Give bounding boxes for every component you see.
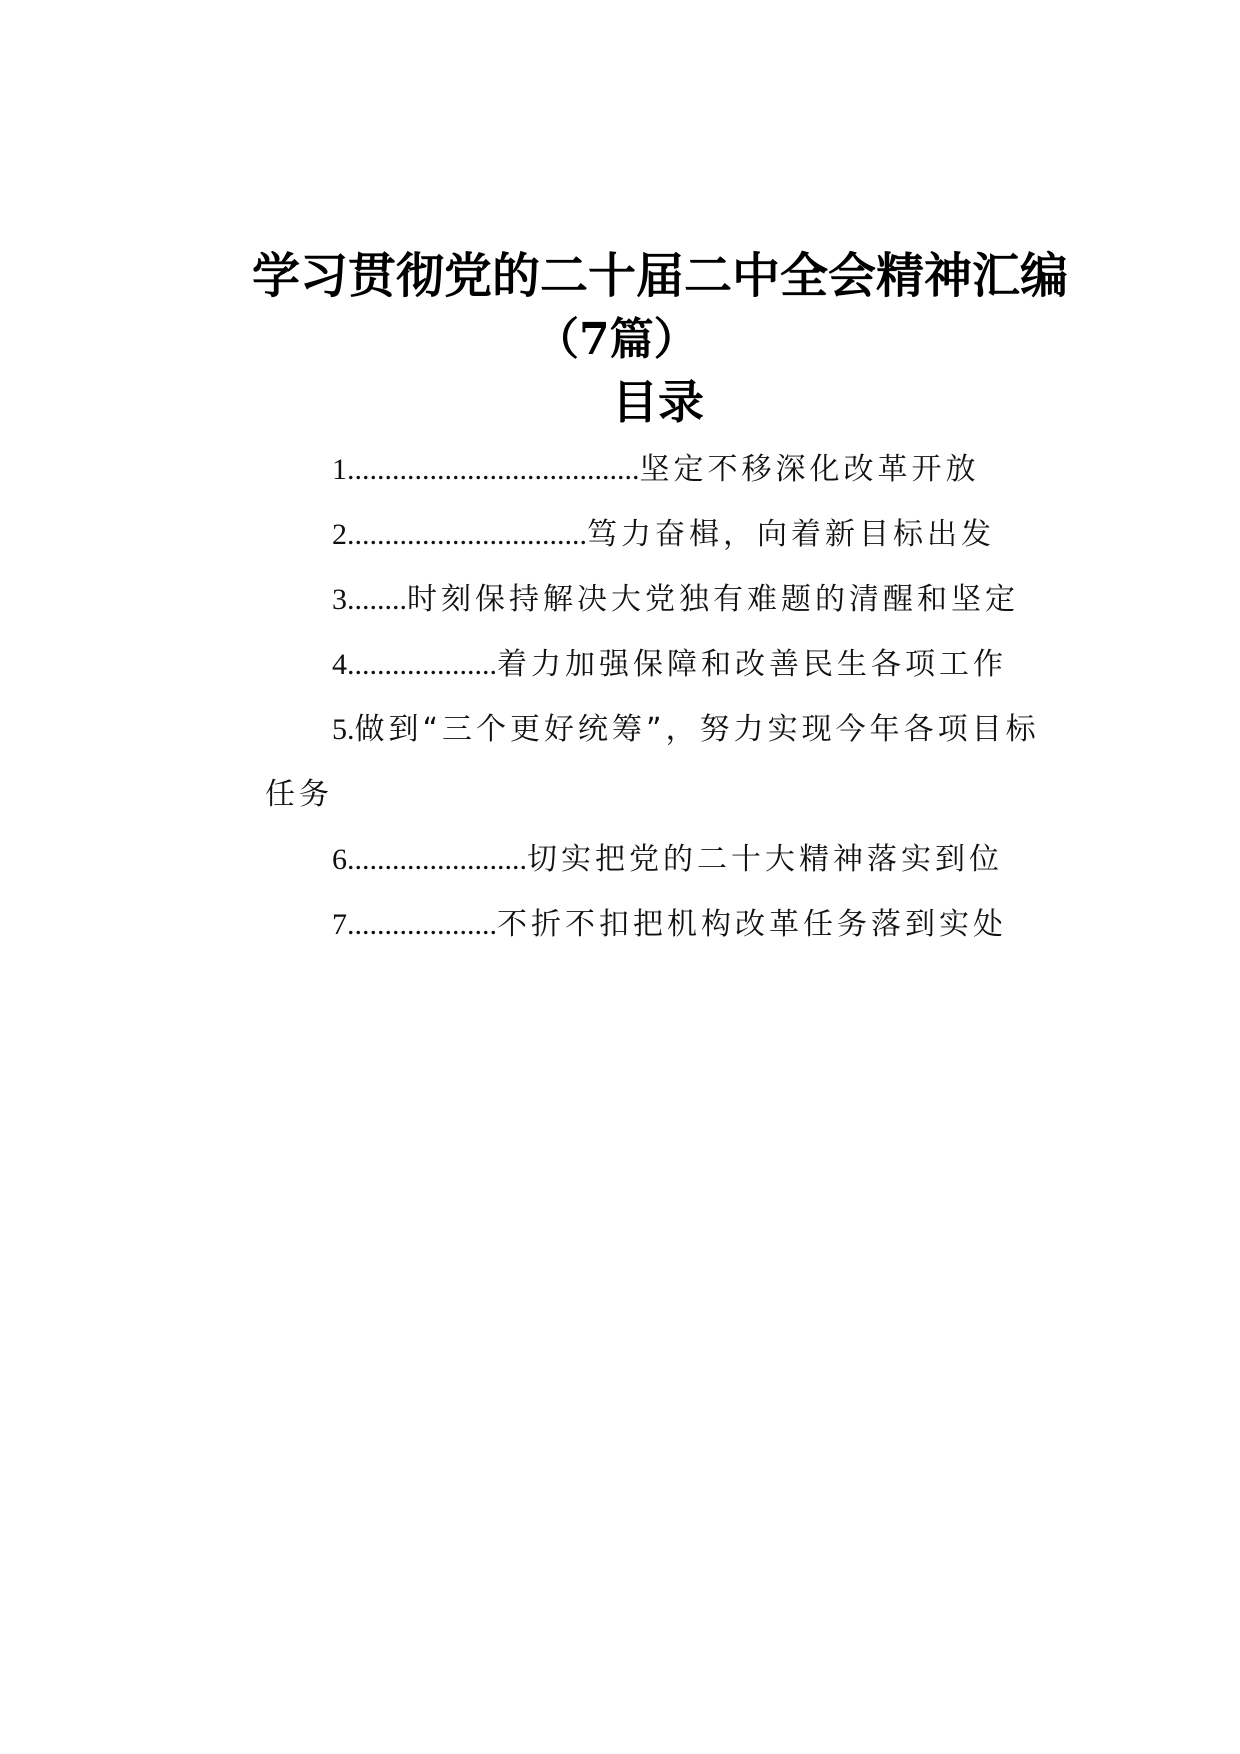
toc-heading: 目录	[612, 375, 704, 429]
toc-item-number: 7	[332, 908, 347, 941]
toc-item-title: 做到“三个更好统筹”，努力实现今年各项目标	[354, 712, 1040, 747]
toc-item-title: 时刻保持解决大党独有难题的清醒和坚定	[407, 582, 1019, 617]
document-subtitle: （7篇）	[535, 314, 698, 365]
toc-leader-dots: ....................	[347, 648, 497, 681]
toc-leader-dots: ........................	[347, 843, 527, 876]
toc-item-1	[332, 450, 980, 490]
toc-leader-dots: ....................	[347, 908, 497, 941]
toc-item-number: 2	[332, 518, 347, 551]
toc-leader-dots: .......................................	[347, 453, 640, 486]
toc-item-title: 笃力奋楫，向着新目标出发	[587, 517, 995, 552]
toc-item-number: 4	[332, 648, 347, 681]
toc-item-number: 1	[332, 453, 347, 486]
toc-item-5	[332, 710, 1040, 750]
toc-item-3	[332, 580, 1019, 620]
document-title: 学习贯彻党的二十届二中全会精神汇编	[252, 248, 1069, 304]
toc-item-number: 3	[332, 583, 347, 616]
toc-item-number: 5	[332, 713, 347, 746]
toc-leader-dots: ................................	[347, 518, 587, 551]
toc-item-2	[332, 515, 995, 555]
toc-item-7	[332, 905, 1007, 945]
toc-leader-dots: .	[347, 713, 355, 746]
toc-item-title: 不折不扣把机构改革任务落到实处	[497, 907, 1007, 942]
toc-item-number: 6	[332, 843, 347, 876]
toc-item-4	[332, 645, 1007, 685]
toc-leader-dots: ........	[347, 583, 407, 616]
toc-item-5-continuation: 任务	[265, 777, 333, 812]
toc-item-title: 切实把党的二十大精神落实到位	[527, 842, 1003, 877]
toc-item-title: 坚定不移深化改革开放	[639, 452, 980, 487]
toc-item-title: 着力加强保障和改善民生各项工作	[497, 647, 1007, 682]
toc-item-6	[332, 840, 1003, 880]
